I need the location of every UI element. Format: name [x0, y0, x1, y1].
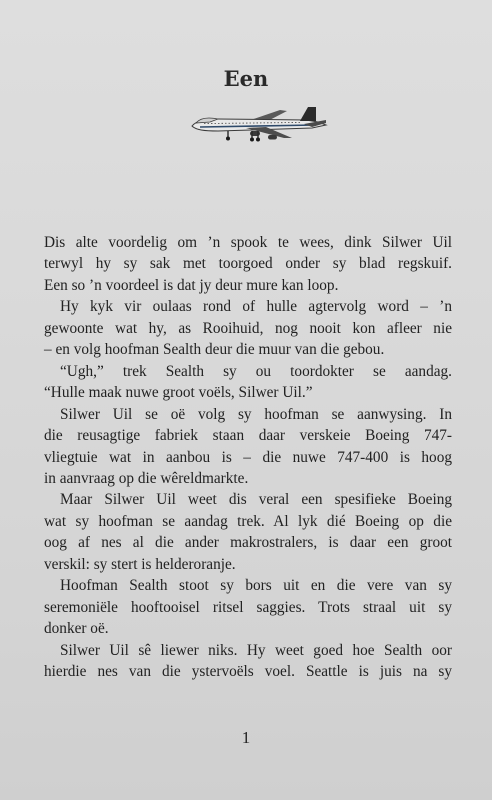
text-line: donker oë.	[44, 620, 109, 638]
text-line: die reusagtige fabriek staan daar verskeie Boeing 747-	[44, 427, 452, 445]
text-line: “Ugh,” trek Sealth sy ou toordokter se aandag.	[60, 362, 452, 380]
text-line: Hy kyk vir oulaas rond of hulle agtervolg word – ’n	[60, 298, 452, 316]
text-line: Maar Silwer Uil weet dis veral een spesifieke Boeing	[60, 491, 452, 509]
text-line: seremoniële hooftooisel ritsel saggies. Trots straal uit sy	[44, 598, 452, 616]
text-line: hierdie nes van die ystervoëls voel. Seattle is juis na sy	[44, 663, 452, 681]
page-number: 1	[241, 728, 251, 747]
text-line: gewoonte wat hy, as Rooihuid, nog nooit kon afleer nie	[44, 319, 452, 337]
paragraph-5	[44, 489, 452, 575]
text-line: terwyl hy sy sak met toorgoed onder sy blad regskuif.	[44, 255, 452, 273]
text-line: vliegtuie wat in aanbou is – die nuwe 747-400 is hoog	[44, 448, 452, 466]
text-line: wat sy hoofman se aandag trek. Al lyk dié Boeing op die	[44, 512, 452, 530]
paragraph-6	[44, 575, 452, 639]
chapter-title: Een	[223, 66, 269, 91]
text-line: Silwer Uil se oë volg sy hoofman se aanwysing. In	[60, 405, 452, 423]
chapter-body	[44, 232, 452, 683]
text-line: verskil: sy stert is helderoranje.	[44, 555, 236, 573]
text-line: Een so ’n voordeel is dat jy deur mure kan loop.	[44, 276, 339, 294]
text-line: oog af nes al die ander makrostralers, is daar een groot	[44, 534, 452, 552]
text-line: – en volg hoofman Sealth deur die muur van die gebou.	[44, 341, 385, 359]
paragraph-4	[44, 404, 452, 490]
text-line: Hoofman Sealth stoot sy bors uit en die vere van sy	[60, 577, 452, 595]
text-line: Silwer Uil sê liewer niks. Hy weet goed hoe Sealth oor	[60, 641, 452, 659]
paragraph-3	[44, 361, 452, 404]
text-line: Dis alte voordelig om ’n spook te wees, dink Silwer Uil	[44, 234, 452, 251]
text-line: “Hulle maak nuwe groot voëls, Silwer Uil.”	[44, 384, 313, 402]
paragraph-2	[44, 296, 452, 360]
paragraph-1	[44, 232, 452, 296]
airplane-icon	[188, 106, 328, 144]
paragraph-7	[44, 640, 452, 683]
text-line: in aanvraag op die wêreldmarkte.	[44, 469, 249, 487]
